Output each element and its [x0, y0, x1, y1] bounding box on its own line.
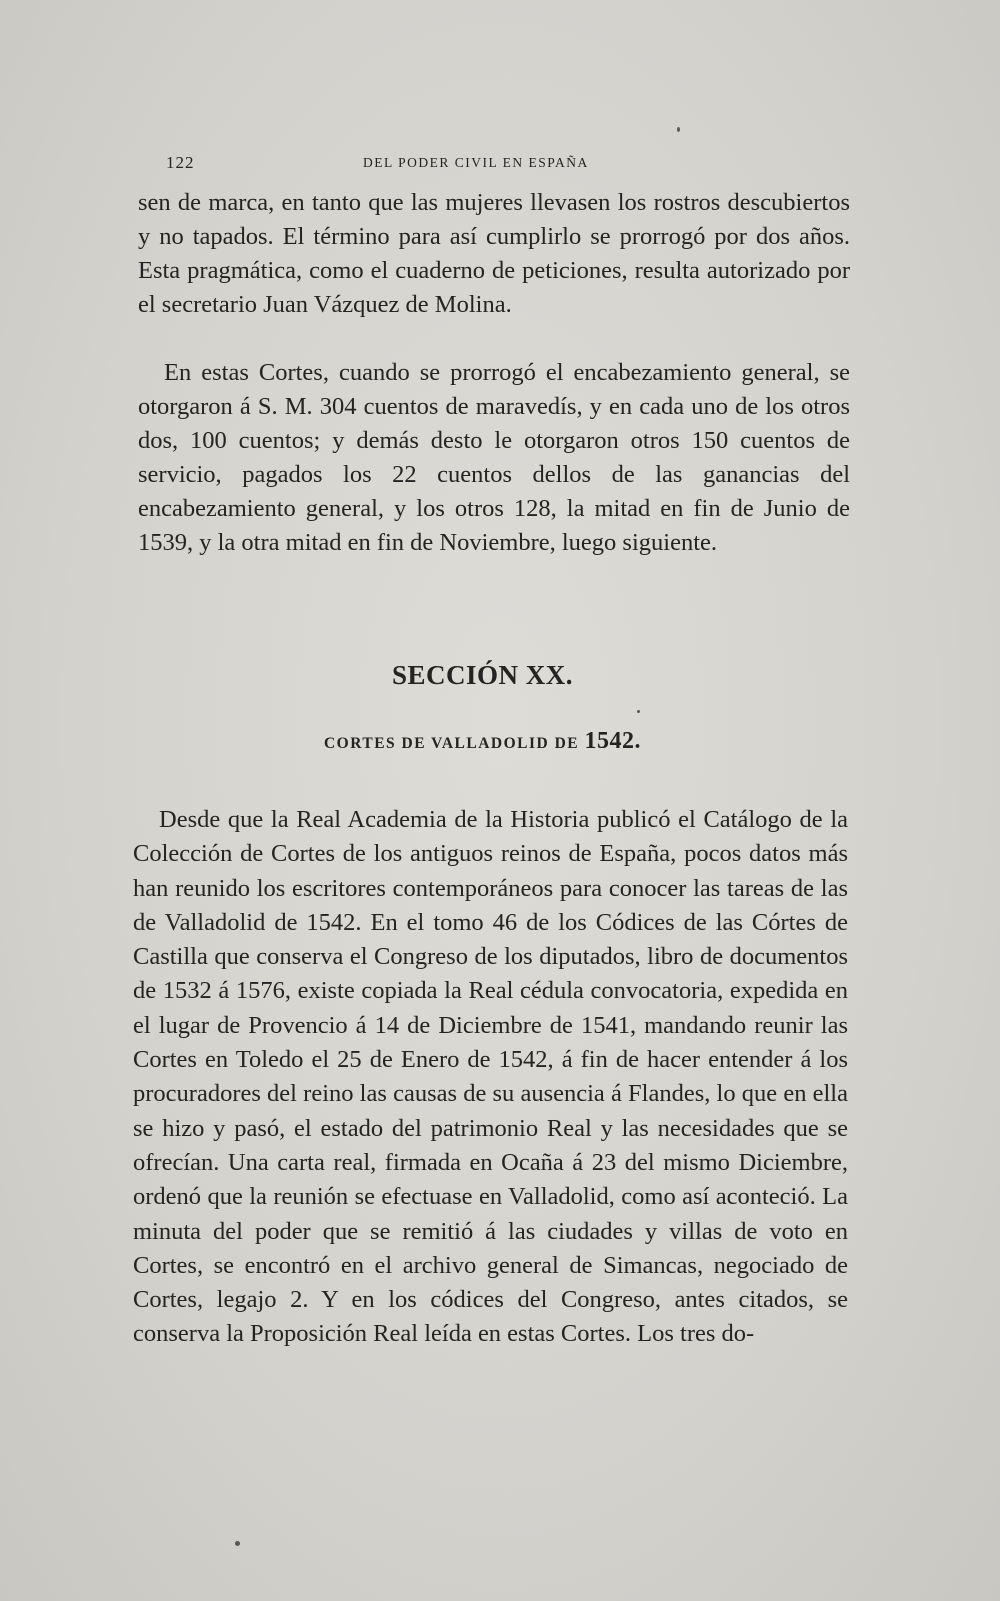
paragraph-cortes-grants: En estas Cortes, cuando se prorrogó el encabezamiento general, se otorgaron á S. M. 304 cuentos de maravedís, y en cada uno de los otros dos, 100 cuentos; y demás desto le otorgaron otros 150 cuentos de servicio, pagados los 22 cuentos dellos de las ganancias del encabezamiento general, y los otros 128, la mitad en fin de Junio de 1539, y la otra mitad en fin de Noviembre, luego siguiente.: [138, 359, 850, 556]
running-title: DEL PODER CIVIL EN ESPAÑA: [363, 155, 589, 170]
paper-speck: [637, 710, 640, 713]
section-heading: SECCIÓN XX.: [391, 660, 574, 690]
section-subheading: [0, 728, 965, 755]
paper-speck: [235, 1541, 240, 1546]
subheading-text: CORTES DE VALLADOLID DE: [323, 735, 580, 752]
subheading-year: 1542.: [584, 728, 642, 754]
running-head: [138, 153, 850, 177]
page-number: 122: [166, 153, 195, 172]
paper-speck: [677, 127, 680, 132]
paragraph-valladolid: Desde que la Real Academia de la Historia publicó el Catálogo de la Colección de Cortes de los antiguos reinos de España, pocos datos más han reunido los escritores contemporáneos para conocer las tareas de las de Valladolid de 1542. En el tomo 46 de los Códices de las Córtes de Castilla que conserva el Congreso de los diputados, libro de documentos de 1532 á 1576, existe copiada la Real cédula convocatoria, expedida en el lugar de Provencio á 14 de Diciembre de 1541, mandando reunir las Cortes en Toledo el 25 de Enero de 1542, á fin de hacer entender á los procuradores del reino las causas de su ausencia á Flandes, lo que en ella se hizo y pasó, el estado del patrimonio Real y las necesidades que se ofrecían. Una carta real, firmada en Ocaña á 23 del mismo Diciembre, ordenó que la reunión se efectuase en Valladolid, como así aconteció. La minuta del poder que se remitió á las ciudades y villas de voto en Cortes, se encontró en el archivo general de Simancas, negociado de Cortes, legajo 2. Y en los códices del Congreso, antes citados, se conserva la Proposición Real leída en estas Cortes. Los tres do-: [133, 806, 848, 1348]
paragraph-continuation: sen de marca, en tanto que las mujeres llevasen los rostros descubiertos y no tapados. El término para así cumplirlo se prorrogó por dos años. Esta pragmática, como el cuaderno de peticiones, resulta autorizado por el secretario Juan Vázquez de Molina.: [138, 189, 850, 318]
